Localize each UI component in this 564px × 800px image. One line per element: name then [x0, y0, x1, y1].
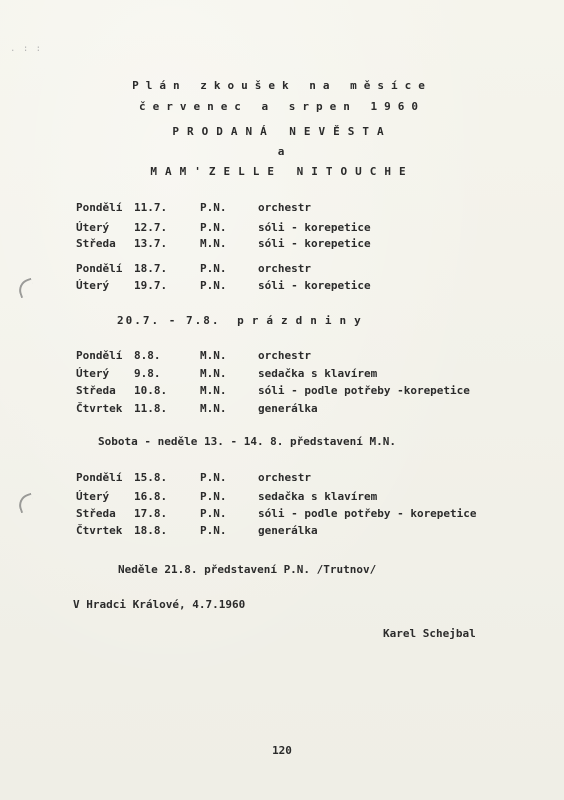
corner-mark: . : : — [10, 44, 43, 54]
holiday-line — [117, 314, 369, 327]
schedule-event: sóli - korepetice — [258, 279, 371, 292]
place-date-line: V Hradci Králové, 4.7.1960 — [73, 598, 246, 611]
schedule-day: Pondělí — [76, 471, 123, 484]
schedule-event: orchestr — [258, 349, 311, 362]
schedule-event: sóli - korepetice — [258, 221, 371, 234]
schedule-piece: P.N. — [200, 524, 227, 537]
punch-hole-bottom — [16, 493, 37, 514]
schedule-day: Čtvrtek — [76, 524, 123, 537]
schedule-date: 11.8. — [134, 402, 168, 415]
schedule-event: orchestr — [258, 262, 311, 275]
schedule-date: 13.7. — [134, 237, 168, 250]
schedule-date: 18.7. — [134, 262, 168, 275]
schedule-row — [76, 201, 536, 217]
page-number: 120 — [272, 744, 292, 757]
schedule-date: 17.8. — [134, 507, 168, 520]
schedule-day: Úterý — [76, 221, 110, 234]
punch-hole-top — [16, 278, 37, 299]
schedule-date: 16.8. — [134, 490, 168, 503]
schedule-date: 15.8. — [134, 471, 168, 484]
schedule-event: sedačka s klavírem — [258, 490, 378, 503]
schedule-row — [76, 524, 536, 540]
schedule-event: orchestr — [258, 201, 311, 214]
schedule-piece: P.N. — [200, 221, 227, 234]
schedule-day: Úterý — [76, 279, 110, 292]
schedule-row — [76, 507, 536, 523]
schedule-piece: M.N. — [200, 367, 227, 380]
schedule-date: 8.8. — [134, 349, 161, 362]
schedule-day: Čtvrtek — [76, 402, 123, 415]
schedule-row — [76, 262, 536, 278]
schedule-piece: P.N. — [200, 471, 227, 484]
schedule-event: sóli - korepetice — [258, 237, 371, 250]
schedule-piece: P.N. — [200, 201, 227, 214]
schedule-date: 19.7. — [134, 279, 168, 292]
schedule-row — [76, 402, 536, 418]
performance-line-1: Sobota - neděle 13. - 14. 8. představení M.N. — [98, 435, 397, 448]
schedule-row — [76, 490, 536, 506]
schedule-row — [76, 349, 536, 365]
schedule-piece: P.N. — [200, 507, 227, 520]
schedule-day: Středa — [76, 237, 116, 250]
schedule-row — [76, 367, 536, 383]
schedule-piece: M.N. — [200, 384, 227, 397]
schedule-row — [76, 279, 536, 295]
schedule-day: Pondělí — [76, 201, 123, 214]
title-line-5: MAM'ZELLE NITOUCHE — [150, 165, 414, 178]
schedule-day: Pondělí — [76, 262, 123, 275]
schedule-piece: P.N. — [200, 262, 227, 275]
schedule-day: Středa — [76, 507, 116, 520]
title-line-3: PRODANÁ NEVĚSTA — [172, 125, 392, 138]
schedule-row — [76, 221, 536, 237]
schedule-date: 11.7. — [134, 201, 168, 214]
signature-name: Karel Schejbal — [383, 627, 476, 640]
schedule-piece: M.N. — [200, 237, 227, 250]
title-line-1: Plán zkoušek na měsíce — [132, 79, 432, 92]
schedule-piece: P.N. — [200, 490, 227, 503]
schedule-event: generálka — [258, 524, 318, 537]
holiday-range: 20.7. - 7.8. — [117, 314, 221, 327]
schedule-event: orchestr — [258, 471, 311, 484]
schedule-day: Středa — [76, 384, 116, 397]
schedule-day: Úterý — [76, 367, 110, 380]
schedule-piece: M.N. — [200, 349, 227, 362]
schedule-date: 9.8. — [134, 367, 161, 380]
performance-line-2: Neděle 21.8. představení P.N. /Trutnov/ — [118, 563, 377, 576]
schedule-row — [76, 237, 536, 253]
schedule-row — [76, 471, 536, 487]
schedule-event: sóli - podle potřeby -korepetice — [258, 384, 470, 397]
schedule-day: Pondělí — [76, 349, 123, 362]
schedule-date: 18.8. — [134, 524, 168, 537]
title-line-2: červenec a srpen 1960 — [138, 100, 426, 113]
schedule-piece: M.N. — [200, 402, 227, 415]
schedule-piece: P.N. — [200, 279, 227, 292]
schedule-event: generálka — [258, 402, 318, 415]
holiday-label: prázdniny — [237, 314, 369, 327]
title-line-4: a — [277, 145, 287, 158]
schedule-event: sedačka s klavírem — [258, 367, 378, 380]
schedule-date: 12.7. — [134, 221, 168, 234]
schedule-row — [76, 384, 536, 400]
schedule-date: 10.8. — [134, 384, 168, 397]
schedule-day: Úterý — [76, 490, 110, 503]
schedule-event: sóli - podle potřeby - korepetice — [258, 507, 477, 520]
